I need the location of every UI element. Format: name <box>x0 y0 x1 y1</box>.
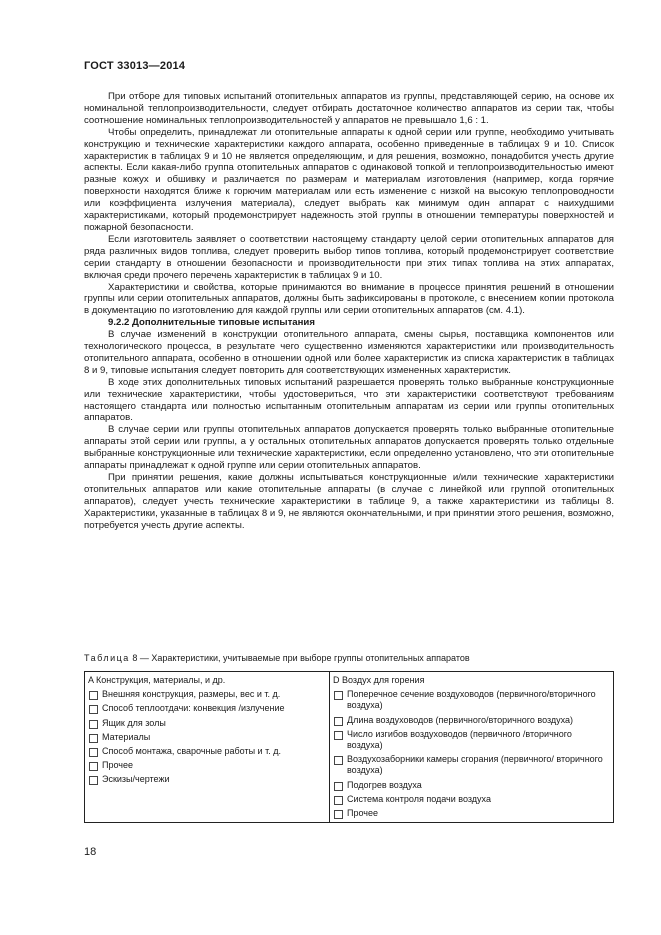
list-item <box>333 729 608 751</box>
checkbox-icon <box>334 782 343 791</box>
list-item <box>88 718 324 729</box>
paragraph: При отборе для типовых испытаний отопительных аппаратов из группы, представляющей серию, на основе их номинальной теплопроизводительности, следует отбирать достаточное количество аппаратов из серии так, чтобы соотношение номинальных теплопроизводительностей у аппаратов не превышало 1,6 : 1. <box>84 91 614 126</box>
list-item-label: Система контроля подачи воздуха <box>347 793 491 804</box>
list-item-label: Воздухозаборники камеры сгорания (первичного/ вторичного воздуха) <box>347 754 603 776</box>
checkbox-icon <box>334 717 343 726</box>
list-item <box>333 794 608 805</box>
list-item <box>333 808 608 819</box>
checkbox-icon <box>89 691 98 700</box>
paragraph: В случае изменений в конструкции отопительного аппарата, смены сырья, поставщика компонентов или технологического процесса, в результате чего существенно изменяются характеристики или производительность отопительного аппарата, особенно в отношении одной или более характеристик из списка характеристик в таблицах 8 и 9, типовые испытания следует повторить для соответствующих измененных характеристик. <box>84 329 614 376</box>
paragraph: Характеристики и свойства, которые принимаются во внимание в процессе принятия решений в отношении группы или серии отопительных аппаратов, должны быть зафиксированы в протоколе, с внесением копии протокола в документацию по изготовлению для каждой группы или серии отопительных аппаратов (см. 4.1). <box>84 281 614 317</box>
list-item-label: Материалы <box>102 731 151 742</box>
subsection-heading: 9.2.2 Дополнительные типовые испытания <box>108 317 315 329</box>
checkbox-icon <box>89 776 98 785</box>
paragraph: При принятии решения, какие должны испытываться конструкционные и/или технические характеристики отопительных аппаратов или какие отопительные аппараты (в случае с линейкой или группой отопительных аппаратов), следует учесть технические характеристики в таблице 9, а также характеристики из таблицы 8. Характеристики, указанные в таблицах 8 и 9, не являются окончательными, и при принятии этого решения, возможно, потребуется учесть другие аспекты. <box>84 472 614 531</box>
list-item <box>333 780 608 791</box>
checkbox-icon <box>89 705 98 714</box>
column-a <box>85 672 330 823</box>
list-item-label: Эскизы/чертежи <box>102 774 170 785</box>
list-item <box>88 689 324 700</box>
table-8 <box>84 671 614 823</box>
list-item <box>88 774 324 785</box>
table-caption-text: 8 — Характеристики, учитываемые при выборе группы отопительных аппаратов <box>132 653 470 663</box>
list-item <box>333 689 608 711</box>
list-item-label: Ящик для золы <box>102 717 166 728</box>
column-a-title: A Конструкция, материалы, и др. <box>88 675 226 685</box>
column-d <box>330 672 614 823</box>
list-item <box>88 703 324 714</box>
checkbox-icon <box>334 796 343 805</box>
paragraph: Чтобы определить, принадлежат ли отопительные аппараты к одной серии или группе, необходимо учитывать конструкцию и технические характеристики каждого аппарата, особенно приведенные в таблицах 9 и 10. Список характеристик в таблицах 9 и 10 не является определяющим, и для решения, возможно, понадобится учесть другие аспекты. Если какая-либо группа отопительных аппаратов с одинаковой топкой и теплопроизводительностью имеют разные кожух и обшивку и различается по размерам и материалам изготовления (например, когда горячие поверхности находятся ближе к горючим материалам или есть изменение с низкой на высокую теплопроводности или коэффициента излучения материала), следует выбрать как минимум один аппарат с наихудшими характеристиками, который продемонстрирует надежность этой группы в отношении температуры поверхностей и пожарной безопасности. <box>84 126 614 233</box>
checkbox-icon <box>334 756 343 765</box>
list-item-label: Способ монтажа, сварочные работы и т. д. <box>102 746 281 757</box>
list-item <box>88 746 324 757</box>
list-item-label: Длина воздуховодов (первичного/вторичного воздуха) <box>347 714 574 725</box>
paragraph: В случае серии или группы отопительных аппаратов допускается проверять только выбранные отопительные аппараты этой серии или группы, а у остальных отопительных аппаратов допускается проверять только отдельные выбранные конструкционные или технические характеристики, если определенно установлено, что эти отопительные аппараты принадлежат к одной группе или серии отопительных аппаратов. <box>84 424 614 472</box>
checkbox-icon <box>89 748 98 757</box>
list-item <box>333 754 608 776</box>
list-item-label: Подогрев воздуха <box>347 779 422 790</box>
column-d-title: D Воздух для горения <box>333 675 425 685</box>
list-item-label: Прочее <box>102 760 133 771</box>
list-item-label: Число изгибов воздуховодов (первичного /вторичного воздуха) <box>347 728 572 751</box>
table-caption-prefix: Таблица <box>84 653 130 663</box>
body-text <box>84 91 614 532</box>
checkbox-icon <box>89 762 98 771</box>
list-item <box>88 732 324 743</box>
page-number: 18 <box>84 846 97 858</box>
list-item <box>88 760 324 771</box>
list-item-label: Прочее <box>347 808 378 819</box>
list-item-label: Внешняя конструкция, размеры, вес и т. д. <box>102 689 281 700</box>
document-header: ГОСТ 33013—2014 <box>84 60 186 72</box>
checkbox-icon <box>334 691 343 700</box>
checkbox-icon <box>89 734 98 743</box>
paragraph: Если изготовитель заявляет о соответствии настоящему стандарту целой серии отопительных аппаратов для ряда различных видов топлива, следует проверить выбор типов топлива, который продемонстрирует соответствие серии стандарту в отношении безопасности и производительности при этих типах топлива на этих аппаратах, включая среди прочего перечень характеристик в таблицах 9 и 10. <box>84 233 614 281</box>
list-item <box>333 715 608 726</box>
paragraph: В ходе этих дополнительных типовых испытаний разрешается проверять только выбранные конструкционные или технические характеристики, чтобы удостовериться, что эти характеристики соответствуют требованиям настоящего стандарта или полностью испытанным отопительным аппаратам из серии или группы отопительных аппаратов. <box>84 376 614 424</box>
list-item-label: Способ теплоотдачи: конвекция /излучение <box>102 703 285 714</box>
checkbox-icon <box>89 720 98 729</box>
checkbox-icon <box>334 731 343 740</box>
checkbox-icon <box>334 810 343 819</box>
table-caption <box>84 653 470 663</box>
list-item-label: Поперечное сечение воздуховодов (первичного/вторичного воздуха) <box>347 689 596 711</box>
